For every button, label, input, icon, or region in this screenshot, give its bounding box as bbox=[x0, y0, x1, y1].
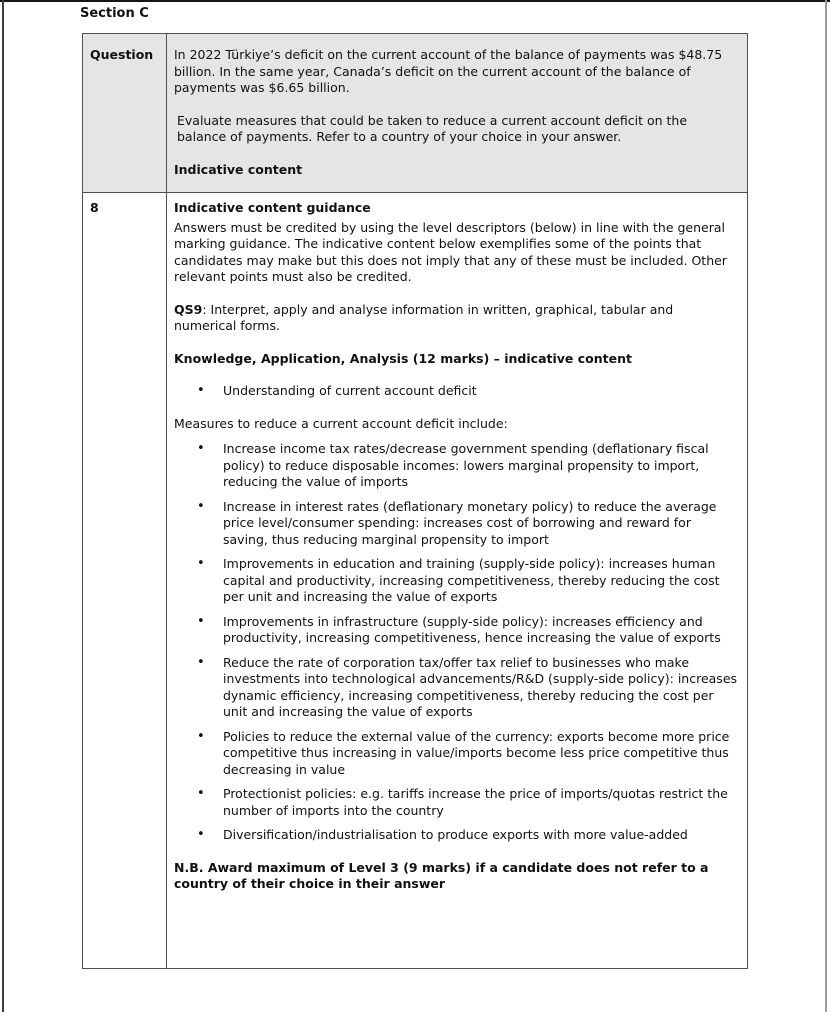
list-item: • Increase income tax rates/decrease government spending (deflationary fiscal policy) to reduce disposable incomes: lowers marginal propensity to import, reducing the value of imports bbox=[174, 441, 739, 491]
question-header-label: Question bbox=[90, 47, 154, 62]
list-item: • Diversification/industrialisation to produce exports with more value-added bbox=[174, 827, 739, 844]
guidance-text: Answers must be credited by using the level descriptors (below) in line with the general marking guidance. The indicative content below exemplifies some of the points that candidates may make but this does not imply that any of these must be included. Other relevant points must also be credited. bbox=[174, 219, 727, 284]
measures-list bbox=[174, 441, 739, 844]
question-paragraph: In 2022 Türkiye’s deficit on the current account of the balance of payments was $48.75 billion. In the same year, Canada’s deficit on the current account of the balance of payments was $6.65 billion. bbox=[174, 47, 723, 95]
nb-note: N.B. Award maximum of Level 3 (9 marks) if a candidate does not refer to a country of their choice in their answer bbox=[174, 859, 709, 891]
page-edge-left bbox=[2, 0, 4, 1012]
answer-content-cell bbox=[167, 193, 748, 969]
list-item: • Increase in interest rates (deflationary monetary policy) to reduce the average price level/consumer spending: increases cost of borrowing and reward for saving, thus reducing marginal propensity to import bbox=[174, 499, 739, 549]
question-number-cell bbox=[83, 193, 167, 969]
qs9-text: : Interpret, apply and analyse information in written, graphical, tabular and numerical forms. bbox=[174, 301, 674, 333]
question-row bbox=[83, 34, 748, 193]
measures-intro: Measures to reduce a current account deficit include: bbox=[174, 415, 508, 431]
list-item: • Reduce the rate of corporation tax/offer tax relief to businesses who make investments into technological advancements/R&D (supply-side policy): increases dynamic efficiency, increasing competitiveness, thereby reducing the cost per unit and increasing the value of exports bbox=[174, 655, 739, 721]
mark-scheme-table bbox=[82, 33, 748, 969]
understanding-list bbox=[174, 383, 739, 400]
question-header-cell bbox=[83, 34, 167, 193]
list-item: • Understanding of current account deficit bbox=[174, 383, 739, 400]
question-text-cell bbox=[167, 34, 748, 193]
list-item: • Policies to reduce the external value of the currency: exports become more price competitive thus increasing in value/imports become less price competitive thus decreasing in value bbox=[174, 729, 739, 779]
page-edge-right bbox=[825, 0, 827, 1012]
list-item: • Improvements in infrastructure (supply-side policy): increases efficiency and productivity, increasing competitiveness, hence increasing the value of exports bbox=[174, 614, 739, 647]
question-number: 8 bbox=[90, 200, 99, 215]
indicative-content-label: Indicative content bbox=[174, 161, 303, 177]
kaa-heading: Knowledge, Application, Analysis (12 marks) – indicative content bbox=[174, 350, 632, 366]
guidance-heading: Indicative content guidance bbox=[174, 200, 371, 215]
evaluate-paragraph: Evaluate measures that could be taken to reduce a current account deficit on the balance of payments. Refer to a country of your choice in your answer. bbox=[177, 112, 688, 144]
qs9-label: QS9 bbox=[174, 301, 203, 317]
list-item: • Improvements in education and training (supply-side policy): increases human capital and productivity, increasing competitiveness, thereby reducing the cost per unit and increasing the value of exports bbox=[174, 556, 739, 606]
qs9-paragraph bbox=[174, 302, 739, 335]
section-heading: Section C bbox=[80, 6, 149, 21]
list-item: • Protectionist policies: e.g. tariffs increase the price of imports/quotas restrict the number of imports into the country bbox=[174, 786, 739, 819]
answer-row bbox=[83, 193, 748, 969]
page-edge-top bbox=[0, 0, 830, 2]
